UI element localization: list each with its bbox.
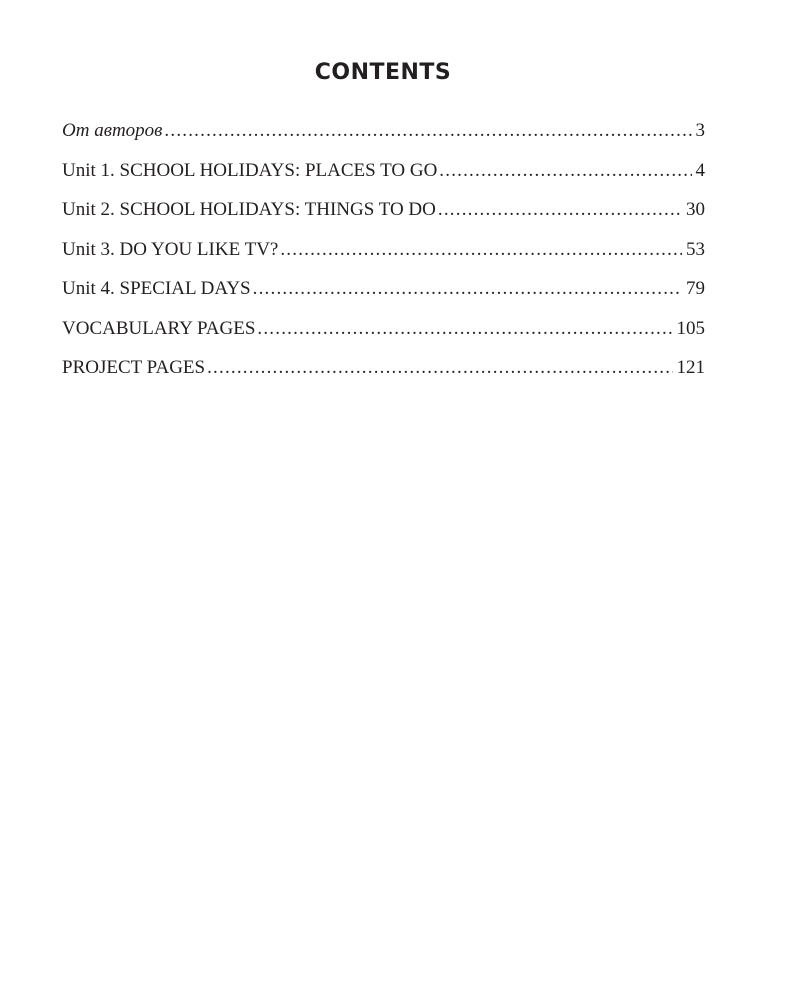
toc-dot-leader bbox=[257, 316, 672, 342]
table-of-contents bbox=[62, 118, 705, 395]
toc-entry-title: Unit 1. SCHOOL HOLIDAYS: PLACES TO GO bbox=[62, 159, 438, 181]
toc-dot-leader bbox=[164, 118, 691, 144]
toc-entry-title: Unit 4. SPECIAL DAYS bbox=[62, 278, 251, 299]
toc-entry-unit-3[interactable] bbox=[62, 237, 705, 277]
toc-page-number: 30 bbox=[686, 199, 705, 220]
toc-entry-unit-1[interactable] bbox=[62, 158, 705, 198]
toc-entry-unit-2[interactable] bbox=[62, 197, 705, 237]
toc-page-number: 4 bbox=[695, 159, 705, 181]
page-title: CONTENTS bbox=[314, 60, 452, 85]
toc-page-number: 53 bbox=[686, 238, 705, 260]
toc-page-number: 121 bbox=[676, 357, 705, 378]
toc-page-number: 105 bbox=[676, 317, 705, 339]
toc-entry-unit-4[interactable] bbox=[62, 276, 705, 316]
toc-entry-from-authors[interactable] bbox=[62, 118, 705, 158]
toc-entry-title: От авторов bbox=[62, 120, 163, 141]
toc-dot-leader bbox=[253, 276, 682, 302]
toc-page-number: 3 bbox=[695, 120, 705, 141]
toc-entry-vocabulary-pages[interactable] bbox=[62, 316, 705, 356]
toc-entry-title: Unit 3. DO YOU LIKE TV? bbox=[62, 238, 279, 260]
toc-dot-leader bbox=[280, 237, 682, 263]
toc-page-number: 79 bbox=[686, 278, 705, 299]
toc-entry-project-pages[interactable] bbox=[62, 355, 705, 395]
toc-entry-title: Unit 2. SCHOOL HOLIDAYS: THINGS TO DO bbox=[62, 199, 436, 220]
toc-dot-leader bbox=[439, 158, 691, 184]
toc-dot-leader bbox=[207, 355, 672, 381]
toc-entry-title: VOCABULARY PAGES bbox=[62, 317, 256, 339]
toc-entry-title: PROJECT PAGES bbox=[62, 357, 206, 378]
toc-dot-leader bbox=[438, 197, 682, 223]
